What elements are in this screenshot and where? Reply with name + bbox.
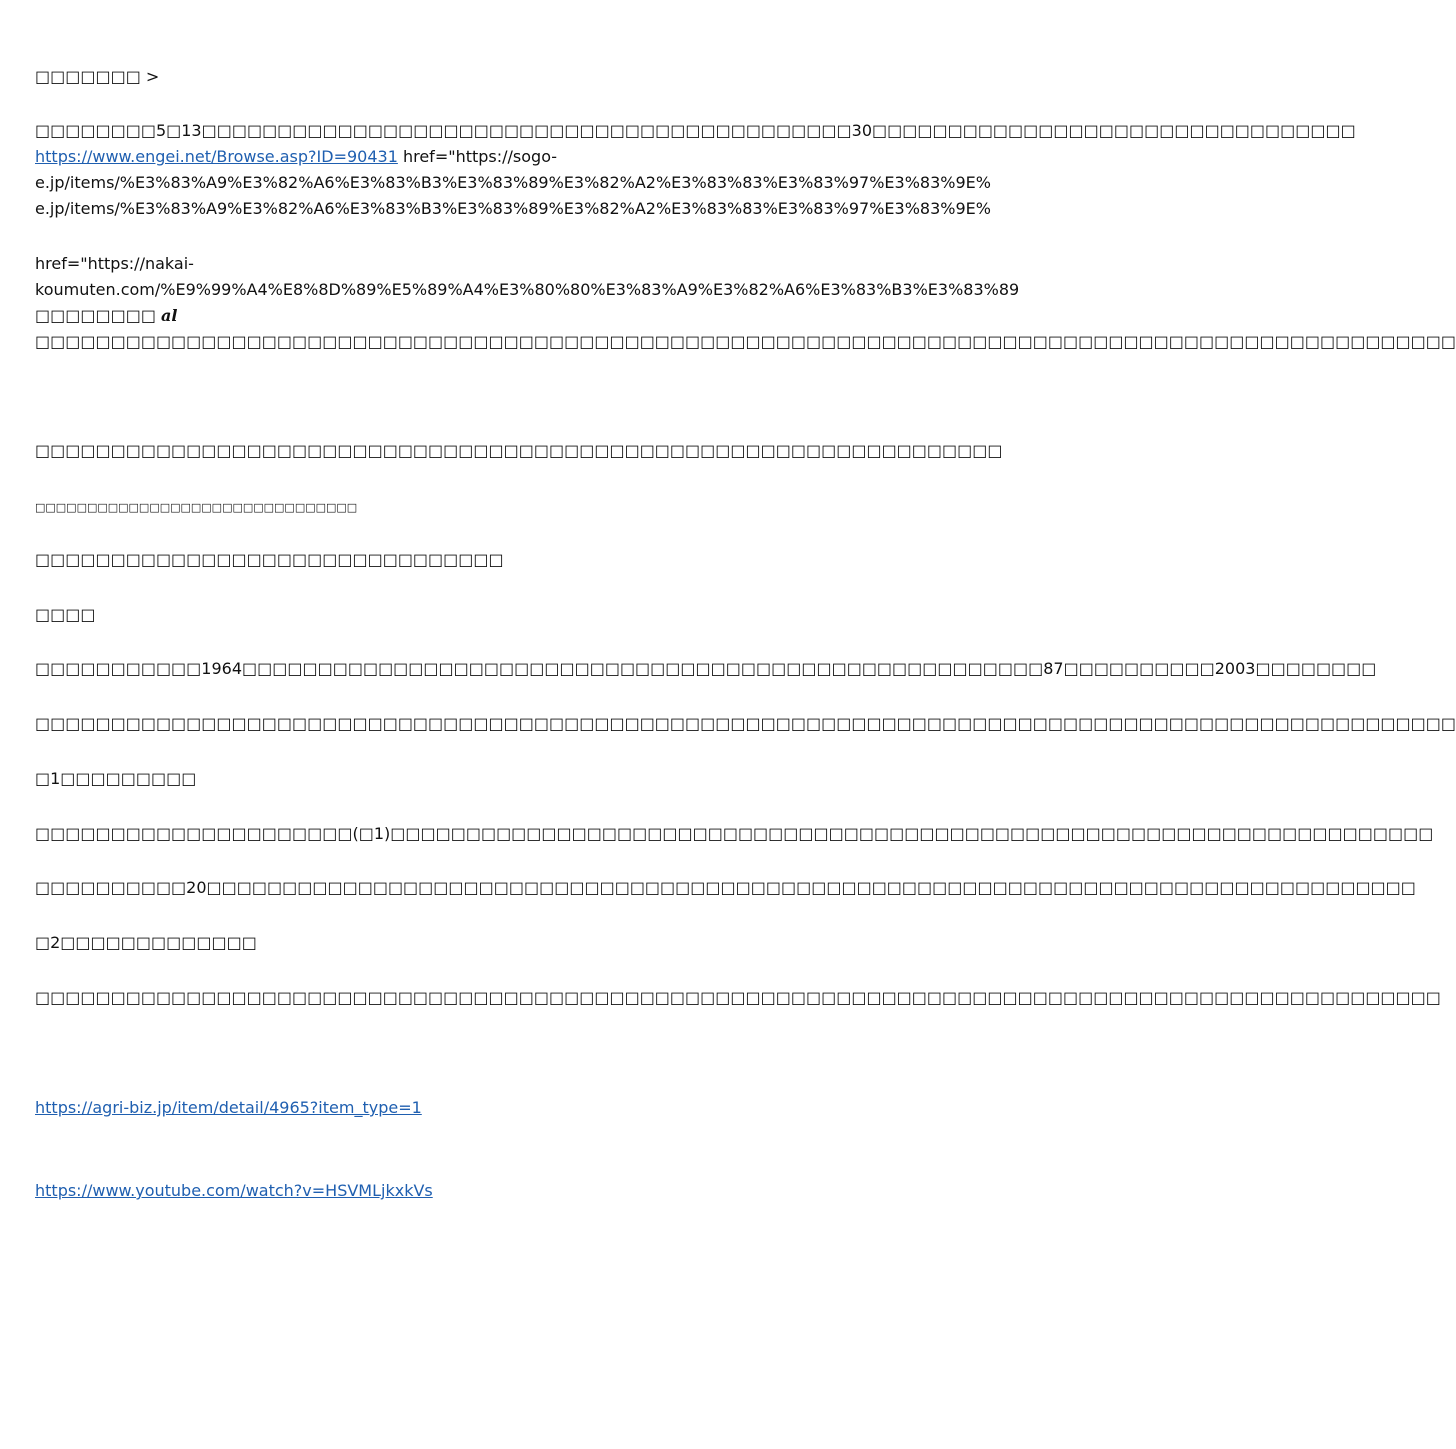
nakai-href-text: href="https://nakai- (35, 254, 194, 273)
small-note: □□□□□□□□□□□□□□□□□□□□□□□□□□□□□□□ (35, 501, 358, 514)
breadcrumb: □□□□□□□ > (35, 67, 160, 86)
nakai-heading-prefix: □□□□□□□□ (35, 306, 156, 325)
sogo-href-text: href="https://sogo- (402, 147, 558, 166)
paragraph-6: □□□□□□□□□□20□□□□□□□□□□□□□□□□□□□□□□□□□□□□□□□□□□□□□□□□□□□□□□□□□□□□□□□□□□□□□□□□□□□□□□□□□□□□□□□□ (35, 878, 1416, 897)
agri-biz-link[interactable]: https://agri-biz.jp/item/detail/4965?item_type=1 (35, 1098, 422, 1117)
paragraph-3: □□□□□□□□□□□1964□□□□□□□□□□□□□□□□□□□□□□□□□□□□□□□□□□□□□□□□□□□□□□□□□□□□□87□□□□□□□□□□2003□□□□□□□□ (35, 659, 1377, 678)
engei-link[interactable]: https://www.engei.net/Browse.asp?ID=90431 (35, 147, 398, 166)
paragraph-7: □□□□□□□□□□□□□□□□□□□□□□□□□□□□□□□□□□□□□□□□□□□□□□□□□□□□□□□□□□□□□□□□□□□□□□□□□□□□□□□□□□□□□□□□□□□□□ (35, 988, 1441, 1007)
paragraph-1: □□□□□□□□□□□□□□□□□□□□□□□□□□□□□□□□□□□□□□□□□□□□□□□□□□□□□□□□□□□□□□□□ (35, 441, 1003, 460)
subsection-2-title: □2□□□□□□□□□□□□□ (35, 933, 257, 952)
nakai-body: □□□□□□□□□□□□□□□□□□□□□□□□□□□□□□□□□□□□□□□□□□□□□□□□□□□□□□□□□□□□□□□□□□□□□□□□□□□□□□□□□□□□□□□□□□□□□□ (35, 332, 1456, 351)
intro-paragraph-line: □□□□□□□□5□13□□□□□□□□□□□□□□□□□□□□□□□□□□□□□□□□□□□□□□□□□□□30□□□□□□□□□□□□□□□□□□□□□□□□□□□□□□□□ (35, 121, 1356, 140)
section-title: □□□□ (35, 605, 96, 624)
paragraph-2: □□□□□□□□□□□□□□□□□□□□□□□□□□□□□□□ (35, 550, 504, 569)
subsection-1-title: □1□□□□□□□□□ (35, 769, 197, 788)
sogo-url-line-2: e.jp/items/%E3%83%A9%E3%82%A6%E3%83%B3%E3%83%89%E3%82%A2%E3%83%83%E3%83%97%E3%83%9E% (35, 199, 991, 218)
intro-links-line (35, 146, 990, 168)
paragraph-5: □□□□□□□□□□□□□□□□□□□□□(□1)□□□□□□□□□□□□□□□□□□□□□□□□□□□□□□□□□□□□□□□□□□□□□□□□□□□□□□□□□□□□□□□□□□□□□ (35, 824, 1434, 843)
nakai-url-line: koumuten.com/%E9%99%A4%E8%8D%89%E5%89%A4%E3%80%80%E3%83%A9%E3%82%A6%E3%83%B3%E3%83%89 (35, 280, 1020, 299)
nakai-heading-suffix: al (161, 306, 178, 325)
nakai-heading (35, 305, 990, 327)
paragraph-4: □□□□□□□□□□□□□□□□□□□□□□□□□□□□□□□□□□□□□□□□□□□□□□□□□□□□□□□□□□□□□□□□□□□□□□□□□□□□□□□□□□□□□□□□□□□□□□ (35, 714, 1456, 733)
youtube-link[interactable]: https://www.youtube.com/watch?v=HSVMLjkxkVs (35, 1181, 433, 1200)
youtube-link-line (35, 1180, 990, 1202)
sogo-url-line-1: e.jp/items/%E3%83%A9%E3%82%A6%E3%83%B3%E3%83%89%E3%82%A2%E3%83%83%E3%83%97%E3%83%9E% (35, 173, 991, 192)
agri-link-line (35, 1097, 990, 1119)
